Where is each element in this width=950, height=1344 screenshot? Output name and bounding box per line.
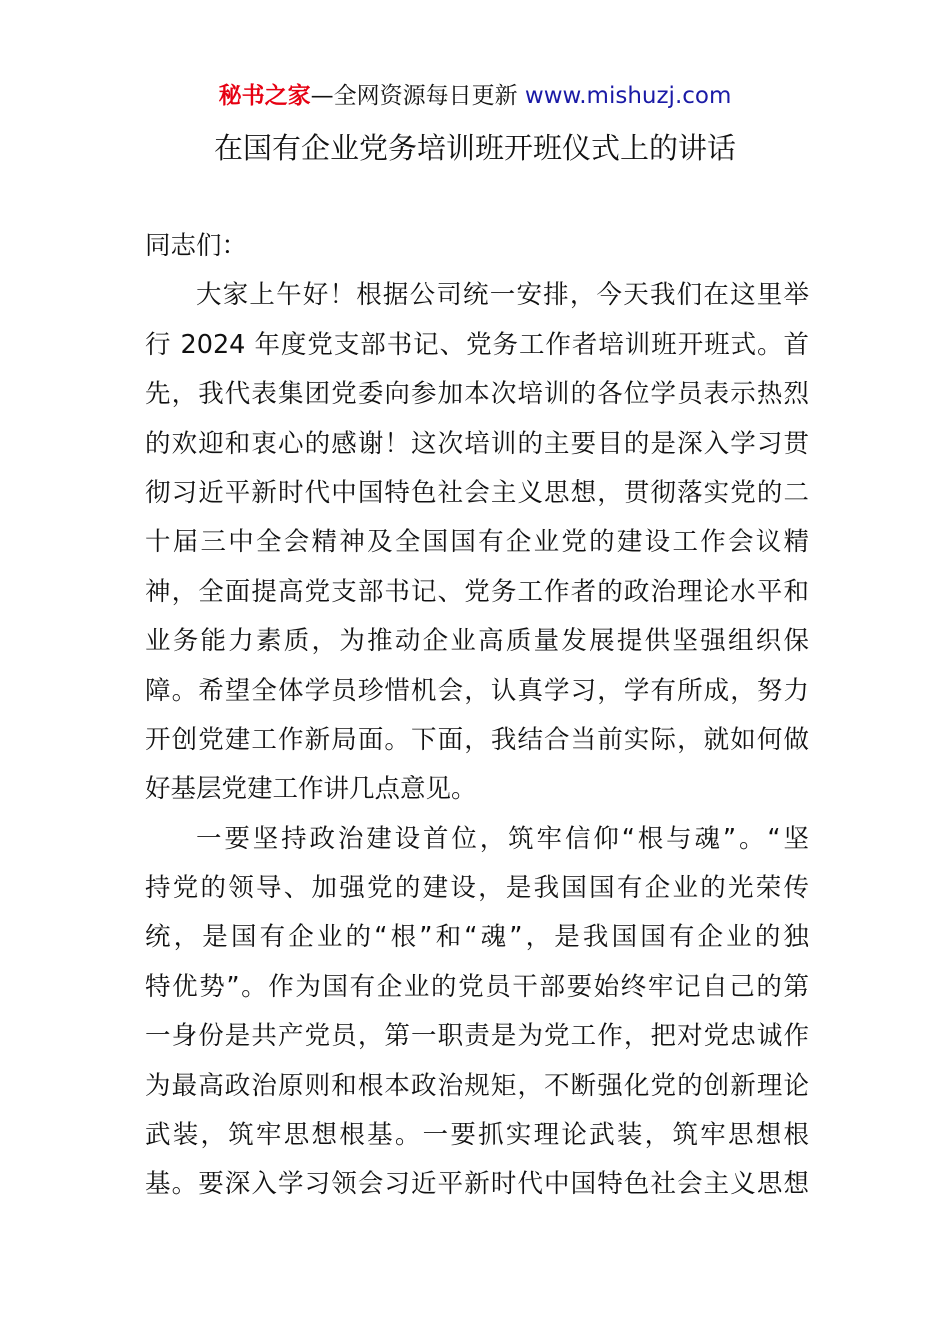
site-header	[0, 80, 950, 112]
document-title: 在国有企业党务培训班开班仪式上的讲话	[213, 131, 736, 165]
paragraph-line: 为最高政治原则和根本政治规矩，不断强化党的创新理论	[145, 1070, 809, 1101]
paragraph-line: 大家上午好！根据公司统一安排，今天我们在这里举	[196, 280, 809, 311]
paragraph-line: 开创党建工作新局面。下面，我结合当前实际，就如何做	[145, 724, 809, 755]
paragraph-line: 障。希望全体学员珍惜机会，认真学习，学有所成，努力	[145, 675, 809, 706]
paragraph-line: 武装，筑牢思想根基。一要抓实理论武装，筑牢思想根	[145, 1120, 809, 1151]
paragraph-line: 的欢迎和衷心的感谢！这次培训的主要目的是深入学习贯	[145, 428, 809, 459]
paragraph-line: 神，全面提高党支部书记、党务工作者的政治理论水平和	[145, 576, 809, 607]
paragraph-line: 行 2024 年度党支部书记、党务工作者培训班开班式。首	[145, 329, 809, 360]
site-tagline: —全网资源每日更新	[310, 83, 525, 109]
paragraph-line: 十届三中全会精神及全国国有企业党的建设工作会议精	[145, 527, 809, 558]
document-body	[145, 222, 809, 1210]
paragraph-line: 一身份是共产党员，第一职责是为党工作，把对党忠诚作	[145, 1021, 809, 1052]
paragraph-line: 一要坚持政治建设首位，筑牢信仰“根与魂”。“坚	[196, 823, 809, 854]
site-url-link[interactable]: www.mishuzj.com	[524, 83, 732, 109]
salutation-line: 同志们：	[145, 231, 248, 261]
paragraph-line: 先，我代表集团党委向参加本次培训的各位学员表示热烈	[145, 379, 809, 410]
paragraph-line: 特优势”。作为国有企业的党员干部要始终牢记自己的第	[145, 971, 809, 1002]
paragraph-line: 业务能力素质，为推动企业高质量发展提供坚强组织保	[145, 626, 809, 657]
brand-name: 秘书之家	[218, 83, 311, 109]
paragraph-line: 彻习近平新时代中国特色社会主义思想，贯彻落实党的二	[145, 477, 809, 508]
paragraph-line: 持党的领导、加强党的建设，是我国国有企业的光荣传	[145, 873, 809, 904]
paragraph-line: 好基层党建工作讲几点意见。	[145, 774, 477, 805]
paragraph-line: 统，是国有企业的“根”和“魂”，是我国国有企业的独	[145, 922, 809, 953]
paragraph-line: 基。要深入学习领会习近平新时代中国特色社会主义思想	[145, 1169, 809, 1200]
